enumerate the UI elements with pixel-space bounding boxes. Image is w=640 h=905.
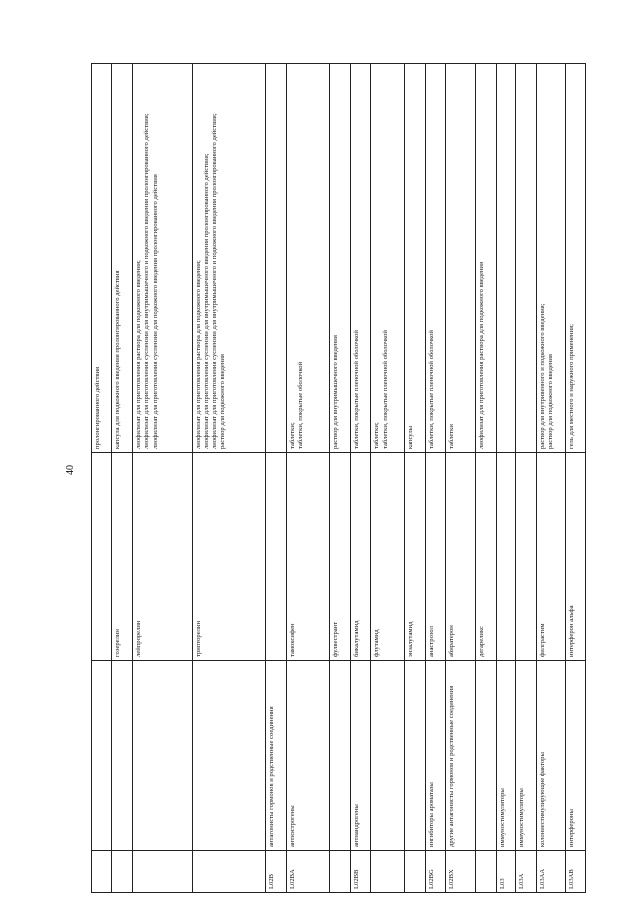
atc-code-cell [330, 851, 351, 893]
table-row [537, 64, 565, 893]
drug-name-cell: фулвестрант [330, 453, 351, 661]
dosage-form-line: лиофилизат для приготовления раствора для подкожного введения; [135, 260, 143, 449]
dosage-form-line: раствор для внутримышечного введения [332, 335, 340, 449]
group-name-cell: антиандрогены [351, 661, 371, 851]
atc-code-cell [192, 851, 265, 893]
group-name-cell [371, 661, 404, 851]
group-name-cell [133, 661, 192, 851]
dosage-form-line: таблетки; [373, 422, 381, 449]
atc-code-cell: L02BB [351, 851, 371, 893]
dosage-forms-cell [537, 64, 565, 453]
dosage-forms-cell [192, 64, 265, 453]
group-name-cell: интерфероны [565, 661, 585, 851]
dosage-forms-cell [425, 64, 445, 453]
table-row [287, 64, 330, 893]
atc-code-cell [475, 851, 496, 893]
dosage-form-line: лиофилизат для приготовления суспензии для внутримышечного и подкожного введения пролонгированного действия; [143, 113, 151, 449]
drug-name-cell: дегареликс [475, 453, 496, 661]
drug-name-cell: лейпрорелин [133, 453, 192, 661]
dosage-form-line: лиофилизат для приготовления раствора для подкожного введения; [194, 260, 202, 449]
dosage-form-line: капсулы [406, 425, 414, 449]
dosage-form-line: лиофилизат для приготовления суспензии для подкожного введения пролонгированного действия [151, 174, 159, 449]
dosage-form-line: раствор для подкожного введения [218, 354, 226, 449]
dosage-forms-cell [497, 64, 516, 453]
table-row [497, 64, 516, 893]
drug-name-cell [497, 453, 516, 661]
table-row [371, 64, 404, 893]
dosage-forms-cell [351, 64, 371, 453]
group-name-cell [330, 661, 351, 851]
dosage-forms-cell [515, 64, 536, 453]
drug-table [91, 63, 586, 893]
drug-name-cell: филграстим [537, 453, 565, 661]
atc-code-cell: L02B [266, 851, 287, 893]
group-name-cell: антиэстрогены [287, 661, 330, 851]
dosage-forms-cell [266, 64, 287, 453]
dosage-form-line: пролонгированного действия [94, 366, 101, 449]
table-row [475, 64, 496, 893]
dosage-form-line: таблетки, покрытые пленочной оболочкой [427, 330, 435, 449]
dosage-forms-cell [565, 64, 585, 453]
group-name-cell: иммуностимуляторы [497, 661, 516, 851]
dosage-form-line: раствор для подкожного введения [547, 354, 555, 449]
table-row [425, 64, 445, 893]
drug-name-cell: трипторелин [192, 453, 265, 661]
atc-code-cell: L02BG [425, 851, 445, 893]
dosage-forms-cell [446, 64, 476, 453]
drug-name-cell: бикалутамид [351, 453, 371, 661]
atc-code-cell: L03 [497, 851, 516, 893]
drug-name-cell: интерферон альфа [565, 453, 585, 661]
group-name-cell [404, 661, 425, 851]
dosage-form-line: таблетки, покрытые оболочкой [297, 361, 305, 449]
dosage-forms-cell [112, 64, 133, 453]
atc-code-cell: L03AB [565, 851, 585, 893]
group-name-cell [92, 661, 112, 851]
group-name-cell [112, 661, 133, 851]
drug-name-cell: энзалутамид [404, 453, 425, 661]
dosage-form-line: таблетки, покрытые пленочной оболочкой [353, 330, 361, 449]
dosage-form-line: таблетки; [289, 422, 297, 449]
group-name-cell: колониестимулирующие факторы [537, 661, 565, 851]
table-row [112, 64, 133, 893]
drug-name-cell: анастрозол [425, 453, 445, 661]
drug-name-cell [515, 453, 536, 661]
dosage-form-line: лиофилизат для приготовления раствора для подкожного введения [477, 262, 485, 449]
group-name-cell: антагонисты гормонов и родственные соединения [266, 661, 287, 851]
table-row [92, 64, 112, 893]
table-row [515, 64, 536, 893]
dosage-form-line: лиофилизат для приготовления суспензии для внутримышечного и подкожного введения пролонгированного действия; [210, 113, 218, 449]
page-number: 40 [65, 465, 76, 475]
dosage-form-line: таблетки, покрытые пленочной оболочкой [381, 330, 389, 449]
table-row [133, 64, 192, 893]
dosage-form-line: раствор для внутривенного и подкожного введения; [539, 303, 547, 449]
group-name-cell [475, 661, 496, 851]
table-row [404, 64, 425, 893]
atc-code-cell [133, 851, 192, 893]
dosage-form-line: гель для местного и наружного применения; [567, 324, 575, 449]
atc-code-cell: L03AA [537, 851, 565, 893]
dosage-forms-cell [330, 64, 351, 453]
atc-code-cell: L03A [515, 851, 536, 893]
group-name-cell: ингибиторы ароматазы [425, 661, 445, 851]
atc-code-cell [404, 851, 425, 893]
atc-code-cell: L02BA [287, 851, 330, 893]
drug-name-cell [266, 453, 287, 661]
rotated-table-wrapper [91, 64, 586, 893]
dosage-form-line: лиофилизат для приготовления суспензии для внутримышечного введения пролонгированного действия; [202, 153, 210, 449]
drug-name-cell: флутамид [371, 453, 404, 661]
drug-name-cell: абиратерон [446, 453, 476, 661]
atc-code-cell [371, 851, 404, 893]
dosage-forms-cell [92, 64, 112, 453]
dosage-form-line: таблетки [448, 424, 456, 449]
table-row [565, 64, 585, 893]
group-name-cell: другие антагонисты гормонов и родственные соединения [446, 661, 476, 851]
drug-name-cell: гозерелин [112, 453, 133, 661]
drug-name-cell: тамоксифен [287, 453, 330, 661]
group-name-cell [192, 661, 265, 851]
table-row [330, 64, 351, 893]
atc-code-cell [112, 851, 133, 893]
drug-name-cell [92, 453, 112, 661]
dosage-forms-cell [404, 64, 425, 453]
atc-code-cell [92, 851, 112, 893]
table-body [92, 64, 586, 893]
dosage-form-line: капсула для подкожного введения пролонгированного действия [114, 270, 122, 449]
table-row [351, 64, 371, 893]
dosage-forms-cell [475, 64, 496, 453]
table-row [192, 64, 265, 893]
dosage-forms-cell [371, 64, 404, 453]
atc-code-cell: L02BX [446, 851, 476, 893]
dosage-forms-cell [287, 64, 330, 453]
group-name-cell: иммуностимуляторы [515, 661, 536, 851]
table-row [266, 64, 287, 893]
dosage-forms-cell [133, 64, 192, 453]
table-row [446, 64, 476, 893]
